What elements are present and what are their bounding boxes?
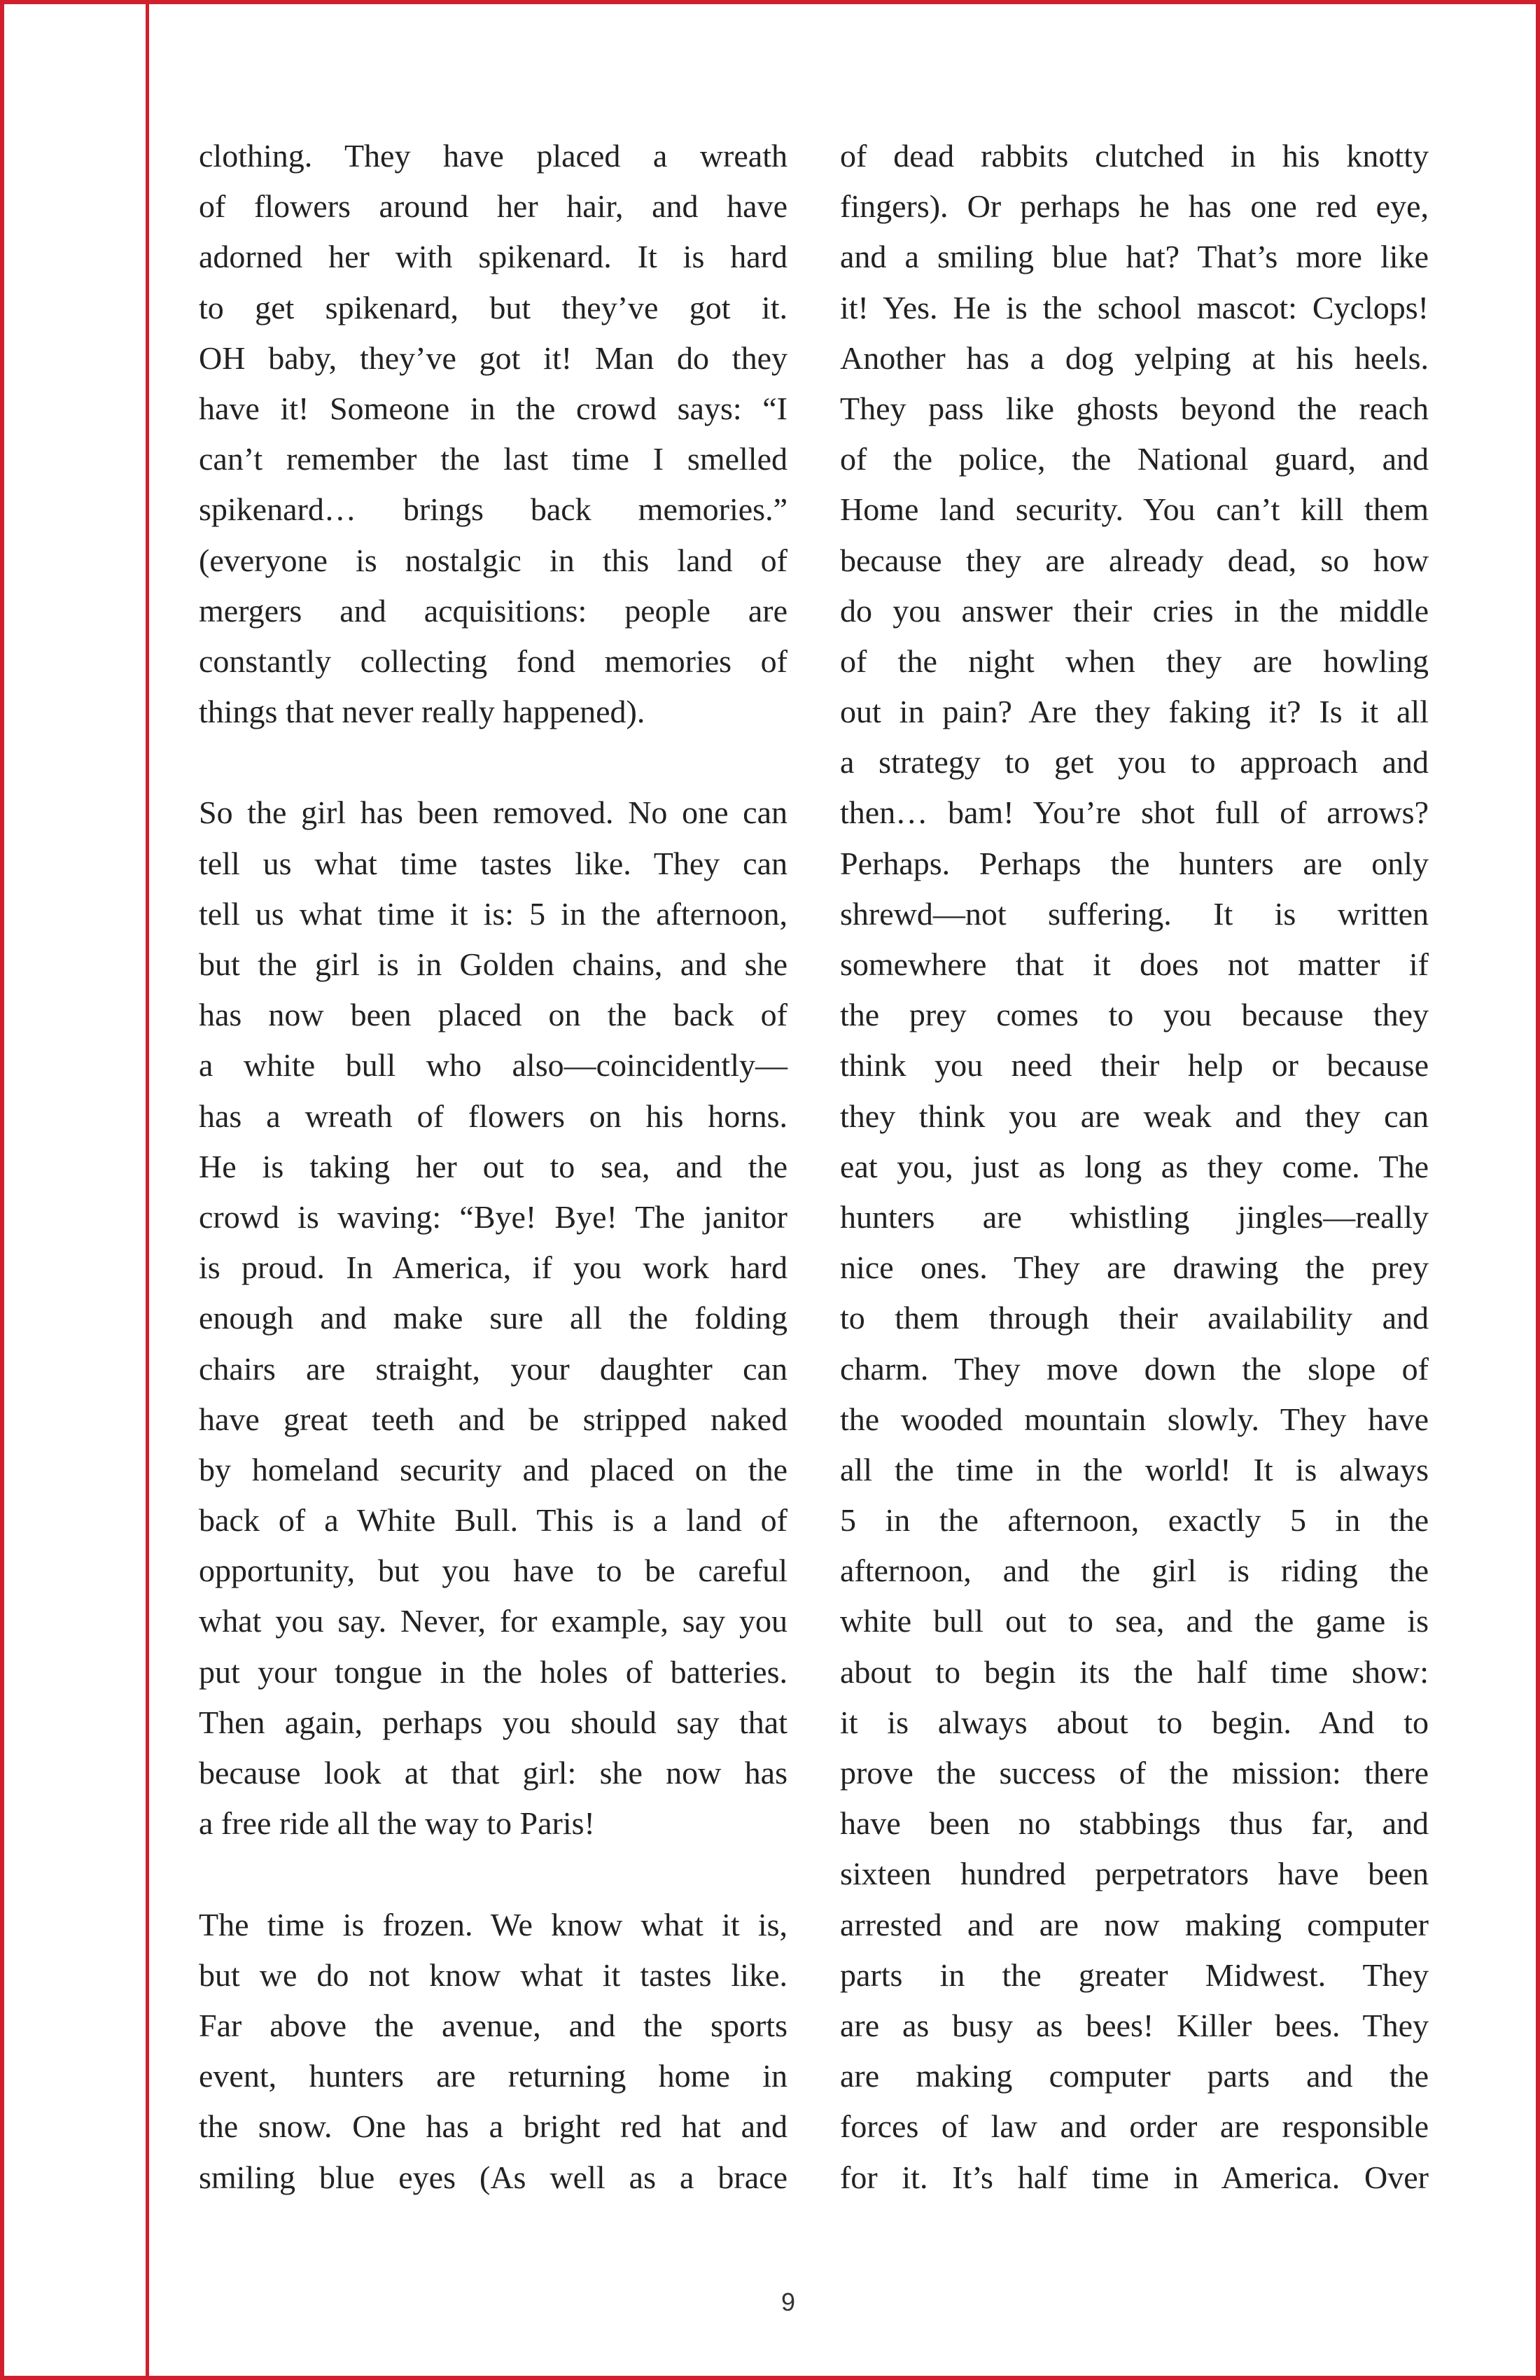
text-line: 5 in the afternoon, exactly 5 in the [840,1502,1429,1539]
text-line: a white bull who also—coincidently— [199,1047,788,1084]
text-line: tell us what time tastes like. They can [199,845,788,881]
text-line: spikenard… brings back memories.” [199,491,788,528]
text-line: a free ride all the way to Paris! [199,1805,595,1842]
text-column-right [840,131,1429,2203]
text-line: are as busy as bees! Killer bees. They [840,2007,1429,2043]
text-line: parts in the greater Midwest. They [840,1956,1429,1993]
page-number: 9 [780,2288,796,2316]
text-line: out in pain? Are they faking it? Is it all [840,694,1429,730]
text-line: tell us what time it is: 5 in the afternoon, [199,895,788,932]
text-line: Perhaps. Perhaps the hunters are only [840,845,1429,881]
paragraph [199,788,788,1849]
text-line: have great teeth and be stripped naked [199,1401,788,1437]
text-line: have been no stabbings thus far, and [840,1805,1429,1842]
text-line: somewhere that it does not matter if [840,946,1429,982]
text-line: back of a White Bull. This is a land of [199,1502,788,1539]
margin-rule [146,4,149,2376]
text-line: forces of law and order are responsible [840,2108,1429,2145]
text-line: but we do not know what it tastes like. [199,1956,788,1993]
text-line: arrested and are now making computer [840,1906,1429,1942]
text-line: of flowers around her hair, and have [199,188,788,225]
text-line: They pass like ghosts beyond the reach [840,390,1429,426]
text-line: constantly collecting fond memories of [199,643,788,679]
text-line: because look at that girl: she now has [199,1755,788,1791]
text-line: what you say. Never, for example, say you [199,1603,788,1639]
paragraph [199,1900,788,2203]
text-line: sixteen hundred perpetrators have been [840,1856,1429,1892]
text-line: Home land security. You can’t kill them [840,491,1429,528]
text-line: about to begin its the half time show: [840,1653,1429,1690]
text-line: all the time in the world! It is always [840,1451,1429,1488]
text-line: the snow. One has a bright red hat and [199,2108,788,2145]
text-line: shrewd—not suffering. It is written [840,895,1429,932]
paragraph [840,131,1429,2203]
text-line: things that never really happened). [199,694,645,730]
text-line: The time is frozen. We know what it is, [199,1906,788,1942]
paragraph-gap [199,737,788,788]
text-line: they think you are weak and they can [840,1098,1429,1134]
text-line: mergers and acquisitions: people are [199,592,788,629]
text-line: to get spikenard, but they’ve got it. [199,289,788,326]
text-line: of the night when they are howling [840,643,1429,679]
text-line: by homeland security and placed on the [199,1451,788,1488]
text-line: to them through their availability and [840,1300,1429,1336]
text-line: a strategy to get you to approach and [840,744,1429,780]
text-line: OH baby, they’ve got it! Man do they [199,340,788,376]
paragraph-gap [199,1849,788,1899]
text-line: chairs are straight, your daughter can [199,1350,788,1387]
text-line: afternoon, and the girl is riding the [840,1553,1429,1589]
text-line: He is taking her out to sea, and the [199,1148,788,1184]
text-line: it is always about to begin. And to [840,1704,1429,1740]
text-line: put your tongue in the holes of batteries. [199,1653,788,1690]
text-line: clothing. They have placed a wreath [199,138,788,174]
text-line: of the police, the National guard, and [840,441,1429,477]
text-line: think you need their help or because [840,1047,1429,1084]
text-line: crowd is waving: “Bye! Bye! The janitor [199,1198,788,1235]
text-line: Another has a dog yelping at his heels. [840,340,1429,376]
text-line: for it. It’s half time in America. Over [840,2159,1429,2195]
text-line: smiling blue eyes (As well as a brace [199,2159,788,2195]
text-line: the wooded mountain slowly. They have [840,1401,1429,1437]
text-line: fingers). Or perhaps he has one red eye, [840,188,1429,225]
text-line: it! Yes. He is the school mascot: Cyclops! [840,289,1429,326]
text-line: charm. They move down the slope of [840,1350,1429,1387]
text-line: do you answer their cries in the middle [840,592,1429,629]
text-line: has a wreath of flowers on his horns. [199,1098,788,1134]
text-line: has now been placed on the back of [199,997,788,1033]
text-line: So the girl has been removed. No one can [199,794,788,831]
text-line: can’t remember the last time I smelled [199,441,788,477]
text-line: nice ones. They are drawing the prey [840,1250,1429,1286]
text-line: then… bam! You’re shot full of arrows? [840,794,1429,831]
text-line: are making computer parts and the [840,2058,1429,2094]
text-column-left [199,131,788,2203]
text-line: (everyone is nostalgic in this land of [199,542,788,578]
text-line: hunters are whistling jingles—really [840,1198,1429,1235]
text-line: Far above the avenue, and the sports [199,2007,788,2043]
text-line: event, hunters are returning home in [199,2058,788,2094]
text-line: is proud. In America, if you work hard [199,1250,788,1286]
text-line: the prey comes to you because they [840,997,1429,1033]
text-line: eat you, just as long as they come. The [840,1148,1429,1184]
text-line: adorned her with spikenard. It is hard [199,239,788,275]
text-line: of dead rabbits clutched in his knotty [840,138,1429,174]
text-line: have it! Someone in the crowd says: “I [199,390,788,426]
text-line: because they are already dead, so how [840,542,1429,578]
text-line: enough and make sure all the folding [199,1300,788,1336]
text-line: and a smiling blue hat? That’s more like [840,239,1429,275]
text-line: but the girl is in Golden chains, and she [199,946,788,982]
text-line: opportunity, but you have to be careful [199,1553,788,1589]
text-line: white bull out to sea, and the game is [840,1603,1429,1639]
text-line: prove the success of the mission: there [840,1755,1429,1791]
paragraph [199,131,788,737]
text-line: Then again, perhaps you should say that [199,1704,788,1740]
